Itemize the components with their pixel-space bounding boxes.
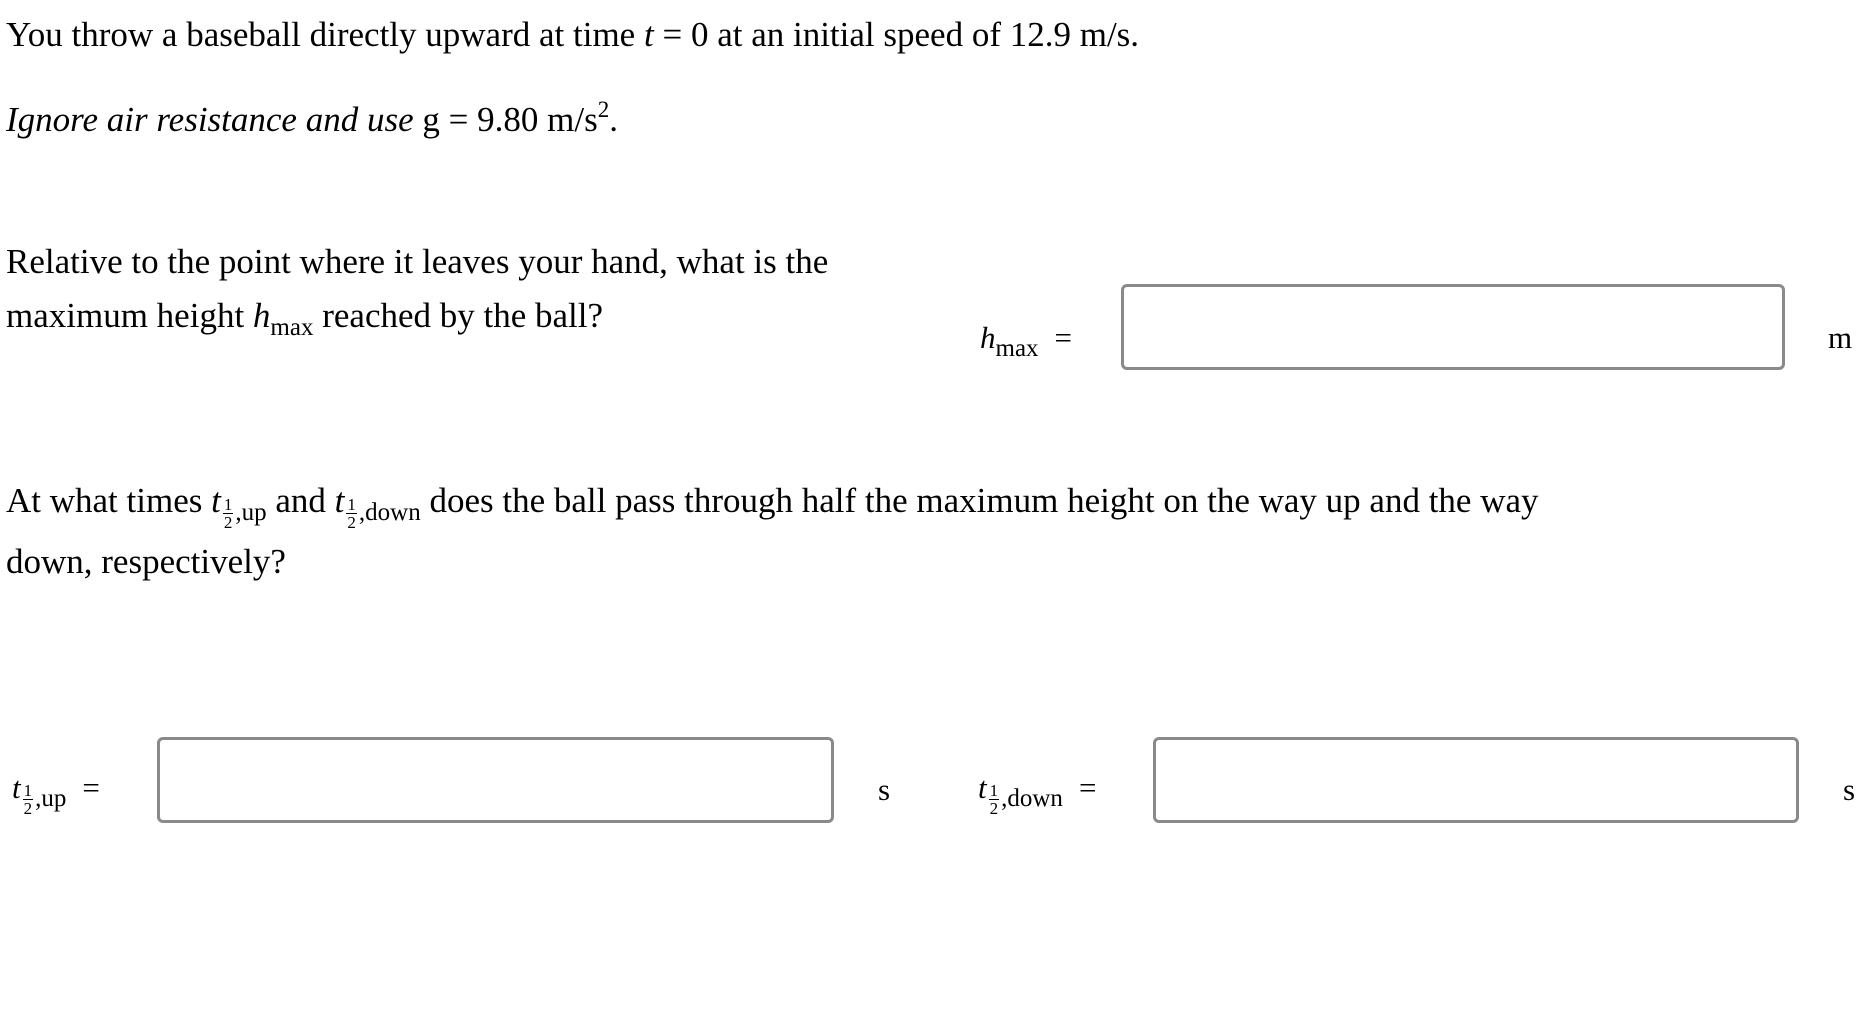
- up-label-frac-den: 2: [23, 799, 33, 818]
- frac-den-up: 2: [223, 513, 233, 532]
- t-half-down-unit: s: [1843, 772, 1856, 807]
- q2-line-1: [6, 481, 1539, 533]
- t-half-down-var: t: [334, 481, 345, 520]
- hmax-equals: =: [1054, 320, 1073, 355]
- t-half-down-label-sub: ,down: [1001, 785, 1063, 812]
- g-period: .: [609, 100, 618, 139]
- t-half-down-label-frac: [989, 782, 1000, 817]
- intro-text-start: You throw a baseball directly upward at time: [6, 15, 644, 54]
- g-exponent: 2: [597, 97, 610, 122]
- q2-line-2: down, respectively?: [6, 542, 286, 581]
- frac-den-down: 2: [347, 513, 356, 532]
- t-half-up-label-frac: [23, 782, 34, 817]
- intro-line-1: [6, 15, 1139, 55]
- frac-num-down: 1: [347, 495, 356, 514]
- hmax-label: [980, 318, 1072, 369]
- t-half-down-label: [978, 768, 1096, 819]
- t-half-up-label: [12, 768, 100, 819]
- g-variable: g: [422, 100, 440, 139]
- t-half-up-var: t: [211, 481, 221, 520]
- t-half-down-equals: =: [1078, 770, 1097, 805]
- t-half-up-sub: ,up: [235, 499, 267, 526]
- down-label-frac-den: 2: [989, 799, 999, 818]
- t-half-down-input[interactable]: [1153, 737, 1799, 823]
- hmax-label-sub: max: [995, 335, 1039, 362]
- q2-and: and: [266, 481, 335, 520]
- hmax-label-var: h: [980, 320, 996, 355]
- hmax-variable: h: [252, 296, 271, 335]
- intro-text-end: = 0 at an initial speed of 12.9 m/s.: [653, 15, 1140, 54]
- t-half-down-sub: ,down: [358, 499, 421, 526]
- up-label-frac-num: 1: [23, 781, 33, 800]
- time-variable: t: [643, 15, 654, 54]
- g-value: = 9.80 m/s: [439, 100, 598, 139]
- down-label-frac-num: 1: [989, 781, 999, 800]
- t-half-up-equals: =: [82, 770, 100, 805]
- hmax-subscript: max: [270, 314, 314, 341]
- hmax-input[interactable]: [1121, 284, 1785, 370]
- t-half-up-input[interactable]: [157, 737, 834, 823]
- t-half-down-label-var: t: [978, 770, 987, 805]
- t-half-up-label-sub: ,up: [35, 785, 67, 812]
- q2-start: At what times: [6, 481, 212, 520]
- t-half-up-label-var: t: [12, 770, 21, 805]
- intro-line-2: [6, 90, 618, 140]
- q1-line-2: [6, 296, 603, 348]
- t-half-up-unit: s: [878, 772, 891, 807]
- half-fraction-up: [223, 496, 234, 531]
- q1-line-2-end: reached by the ball?: [313, 296, 604, 335]
- half-fraction-down: [346, 496, 357, 531]
- hmax-unit: m: [1828, 320, 1853, 355]
- ignore-air-resistance-note: Ignore air resistance and use: [6, 100, 423, 139]
- frac-num-up: 1: [223, 495, 233, 514]
- q2-end: does the ball pass through half the maximum height on the way up and the way: [420, 481, 1539, 520]
- q1-line-1: Relative to the point where it leaves your hand, what is the: [6, 242, 829, 281]
- q1-line-2-start: maximum height: [6, 296, 253, 335]
